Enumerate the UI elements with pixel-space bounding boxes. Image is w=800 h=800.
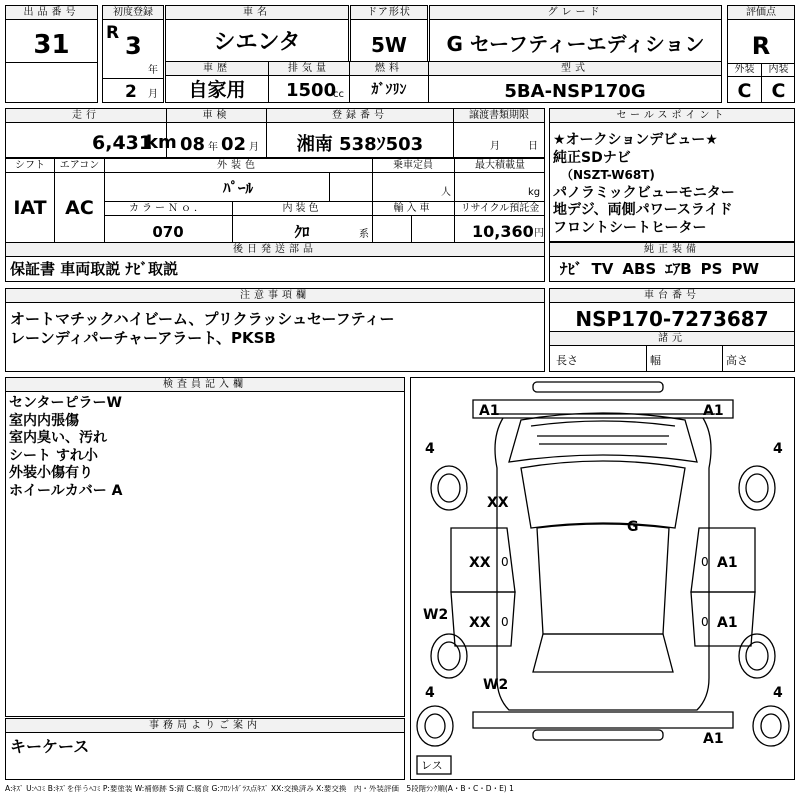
import-header: 輸入車 xyxy=(393,203,433,214)
inspector-line: 外装小傷有り xyxy=(9,465,93,481)
displacement-box xyxy=(268,61,350,103)
history-value: 自家用 xyxy=(188,79,246,101)
mark-front-right: A1 xyxy=(703,403,724,419)
spec-block xyxy=(5,158,545,243)
ext-color-value: ﾊﾟｰﾙ xyxy=(222,179,253,197)
sales-point-header: セールスポイント xyxy=(550,109,794,123)
sales-point-item: 地デジ、両側パワースライド xyxy=(553,202,733,218)
displacement-value: 1500 xyxy=(286,80,337,101)
tire-fr-depth: 4 xyxy=(773,441,783,457)
transfer-box xyxy=(453,108,545,158)
recycle-unit: 円 xyxy=(534,228,544,239)
model-header: 型式 xyxy=(429,62,721,76)
mark-zero: 0 xyxy=(701,555,709,569)
specs-header: 諸元 xyxy=(550,332,794,346)
month-value: 2 xyxy=(125,82,137,102)
inspector-line: 室内臭い、汚れ xyxy=(9,430,107,446)
office-box xyxy=(5,718,405,780)
mark-front-left: A1 xyxy=(479,403,500,419)
std-equip-item: PW xyxy=(731,260,759,278)
mark-zero: 0 xyxy=(701,615,709,629)
mark-w2-left: W2 xyxy=(423,607,449,623)
month-unit: 月 xyxy=(148,89,158,100)
color-no-value: 070 xyxy=(152,223,184,241)
shift-header: シフト xyxy=(15,160,45,171)
inspector-line: シート すれ小 xyxy=(9,447,98,464)
insp-month: 02 xyxy=(221,134,247,155)
inspector-line: ホイールカバー A xyxy=(9,482,123,499)
reg-no-box xyxy=(266,108,454,158)
recycle-header: リサイクル預託金 xyxy=(460,203,540,214)
shift-value: IAT xyxy=(13,197,47,219)
inspector-header: 検査員記入欄 xyxy=(6,378,404,392)
mileage-unit: km xyxy=(146,132,177,153)
era-value: R xyxy=(106,23,120,43)
tire-fl-depth: 4 xyxy=(425,441,435,457)
displacement-header: 排気量 xyxy=(269,62,349,76)
mileage-value: 6,431 xyxy=(92,132,153,154)
displacement-unit: cc xyxy=(333,89,344,100)
transfer-day-unit: 日 xyxy=(528,141,538,152)
car-name-box xyxy=(165,5,349,62)
capacity-header: 乗車定員 xyxy=(393,160,433,171)
sales-point-item: フロントシートヒーター xyxy=(553,219,707,236)
caution-line: オートマチックハイビーム、プリクラッシュセーフティー xyxy=(10,310,395,328)
door-type: 5W xyxy=(371,33,407,57)
inspector-box xyxy=(5,377,405,717)
inspector-line: 室内内張傷 xyxy=(9,412,79,429)
score-value: R xyxy=(751,32,771,60)
history-header: 車歴 xyxy=(166,62,268,76)
grade-header: グレード xyxy=(430,6,721,20)
year-value: 3 xyxy=(125,32,142,60)
std-equip-list xyxy=(560,262,759,277)
length-label: 長さ xyxy=(556,354,578,367)
caution-list xyxy=(10,310,394,348)
std-equip-header: 純正装備 xyxy=(550,243,794,257)
caution-box xyxy=(5,288,545,372)
width-label: 幅 xyxy=(650,354,661,367)
aircon-value: AC xyxy=(65,197,94,219)
mark-rear: A1 xyxy=(703,731,724,747)
insp-year: 08 xyxy=(180,134,206,155)
door-box xyxy=(350,5,428,62)
inspection-box xyxy=(166,108,267,158)
fuel-value: ｶﾞｿﾘﾝ xyxy=(371,82,407,98)
sales-point-list xyxy=(553,132,735,237)
later-parts-box xyxy=(5,242,545,282)
sales-point-item: （NSZT-W68T) xyxy=(561,168,655,182)
chassis-box xyxy=(549,288,795,372)
car-outline xyxy=(411,378,795,780)
history-box xyxy=(165,61,269,103)
interior-header: 内装 xyxy=(768,64,789,75)
sales-point-item: パノラミックビューモニター xyxy=(553,184,735,201)
sales-point-box xyxy=(549,108,795,242)
exterior-score: C xyxy=(737,80,752,102)
tire-rl-depth: 4 xyxy=(425,685,435,701)
fuel-header: 燃料 xyxy=(350,62,428,76)
model-box xyxy=(428,61,722,103)
std-equip-item: TV xyxy=(591,260,614,278)
mark-xx-door2: XX xyxy=(469,615,491,631)
std-equip-item: PS xyxy=(700,260,723,278)
transfer-header: 譲渡書類期限 xyxy=(454,109,544,123)
year-unit: 年 xyxy=(148,65,158,76)
std-equip-item: ｴｱB xyxy=(665,260,692,278)
max-load-header: 最大積載量 xyxy=(475,160,525,171)
mark-zero: 0 xyxy=(501,615,509,629)
insp-year-unit: 年 xyxy=(208,142,218,153)
std-equip-box xyxy=(549,242,795,282)
sales-point-item: 純正SDナビ xyxy=(553,149,631,166)
model-code: 5BA-NSP170G xyxy=(504,81,646,102)
ext-color-header: 外装色 xyxy=(217,160,259,171)
int-color-suffix: 系 xyxy=(359,229,369,240)
mark-xx-upper: XX xyxy=(487,495,509,511)
inspector-list xyxy=(9,395,122,500)
later-parts-header: 後日発送部品 xyxy=(6,243,544,257)
sales-point-item: ★オークションデビュー★ xyxy=(553,132,718,148)
caution-line: レーンディパーチャーアラート、PKSB xyxy=(10,329,276,347)
grade-box xyxy=(429,5,722,62)
inspection-header: 車検 xyxy=(167,109,266,123)
chassis-header: 車台番号 xyxy=(550,289,794,303)
office-value: キーケース xyxy=(10,737,90,756)
car-diagram xyxy=(410,377,795,780)
lot-number: 31 xyxy=(33,30,70,60)
int-color-value: ｸﾛ xyxy=(294,223,310,241)
mileage-header: 走行 xyxy=(6,109,166,123)
office-header: 事務局よりご案内 xyxy=(6,719,404,733)
lot-header: 出品番号 xyxy=(6,6,97,20)
score-box xyxy=(727,5,795,103)
mark-xx-door1: XX xyxy=(469,555,491,571)
door-header: ドア形状 xyxy=(351,6,427,20)
later-parts-value: 保証書 車両取説 ﾅﾋﾞ取説 xyxy=(10,260,178,278)
std-equip-item: ﾅﾋﾞ xyxy=(560,260,583,278)
color-no-header: カラーＮｏ． xyxy=(129,203,207,214)
reg-no-header: 登録番号 xyxy=(267,109,453,123)
legend-text: A:ｷｽﾞ U:ﾍｺﾐ B:ｷｽﾞを伴うﾍｺﾐ P:要塗装 W:補修跡 S:錆 C:腐食 G:ﾌﾛﾝﾄｶﾞﾗｽ点ｷｽﾞ XX:交換済み X:要交換 内・外装評価 5段階ﾗﾝｸ順(A・B・C・D・E) 1 xyxy=(5,785,514,793)
reg-no-value: 湘南 538ｿ503 xyxy=(296,134,424,155)
inspector-line: センターピラーW xyxy=(9,395,122,411)
mark-zero: 0 xyxy=(501,555,509,569)
mark-a1-door2: A1 xyxy=(717,615,738,631)
max-load-unit: kg xyxy=(528,187,541,198)
mileage-box xyxy=(5,108,177,158)
first-reg-box xyxy=(102,5,164,103)
car-name: シエンタ xyxy=(213,30,301,55)
score-header: 評価点 xyxy=(728,6,794,20)
int-color-header: 内装色 xyxy=(282,203,322,214)
mark-w2-rear: W2 xyxy=(483,677,509,693)
lot-box xyxy=(5,5,98,103)
first-reg-header: 初度登録 xyxy=(103,6,163,20)
insp-month-unit: 月 xyxy=(249,142,259,153)
caution-header: 注意事項欄 xyxy=(6,289,544,303)
car-name-header: 車名 xyxy=(166,6,348,20)
interior-score: C xyxy=(771,80,786,102)
mark-a1-door1: A1 xyxy=(717,555,738,571)
capacity-unit: 人 xyxy=(441,187,451,198)
grade-value: G セーフティーエディション xyxy=(446,32,705,56)
height-label: 高さ xyxy=(726,354,748,367)
fuel-box xyxy=(349,61,429,103)
tire-rr-depth: 4 xyxy=(773,685,783,701)
recycle-value: 10,360 xyxy=(472,222,534,241)
chassis-number: NSP170-7273687 xyxy=(575,307,769,331)
exterior-header: 外装 xyxy=(734,64,755,75)
spare-tire-label: レス xyxy=(421,759,443,772)
aircon-header: エアコン xyxy=(59,160,100,171)
mark-roof: G xyxy=(627,519,639,535)
std-equip-item: ABS xyxy=(622,260,657,278)
transfer-month-unit: 月 xyxy=(490,141,500,152)
